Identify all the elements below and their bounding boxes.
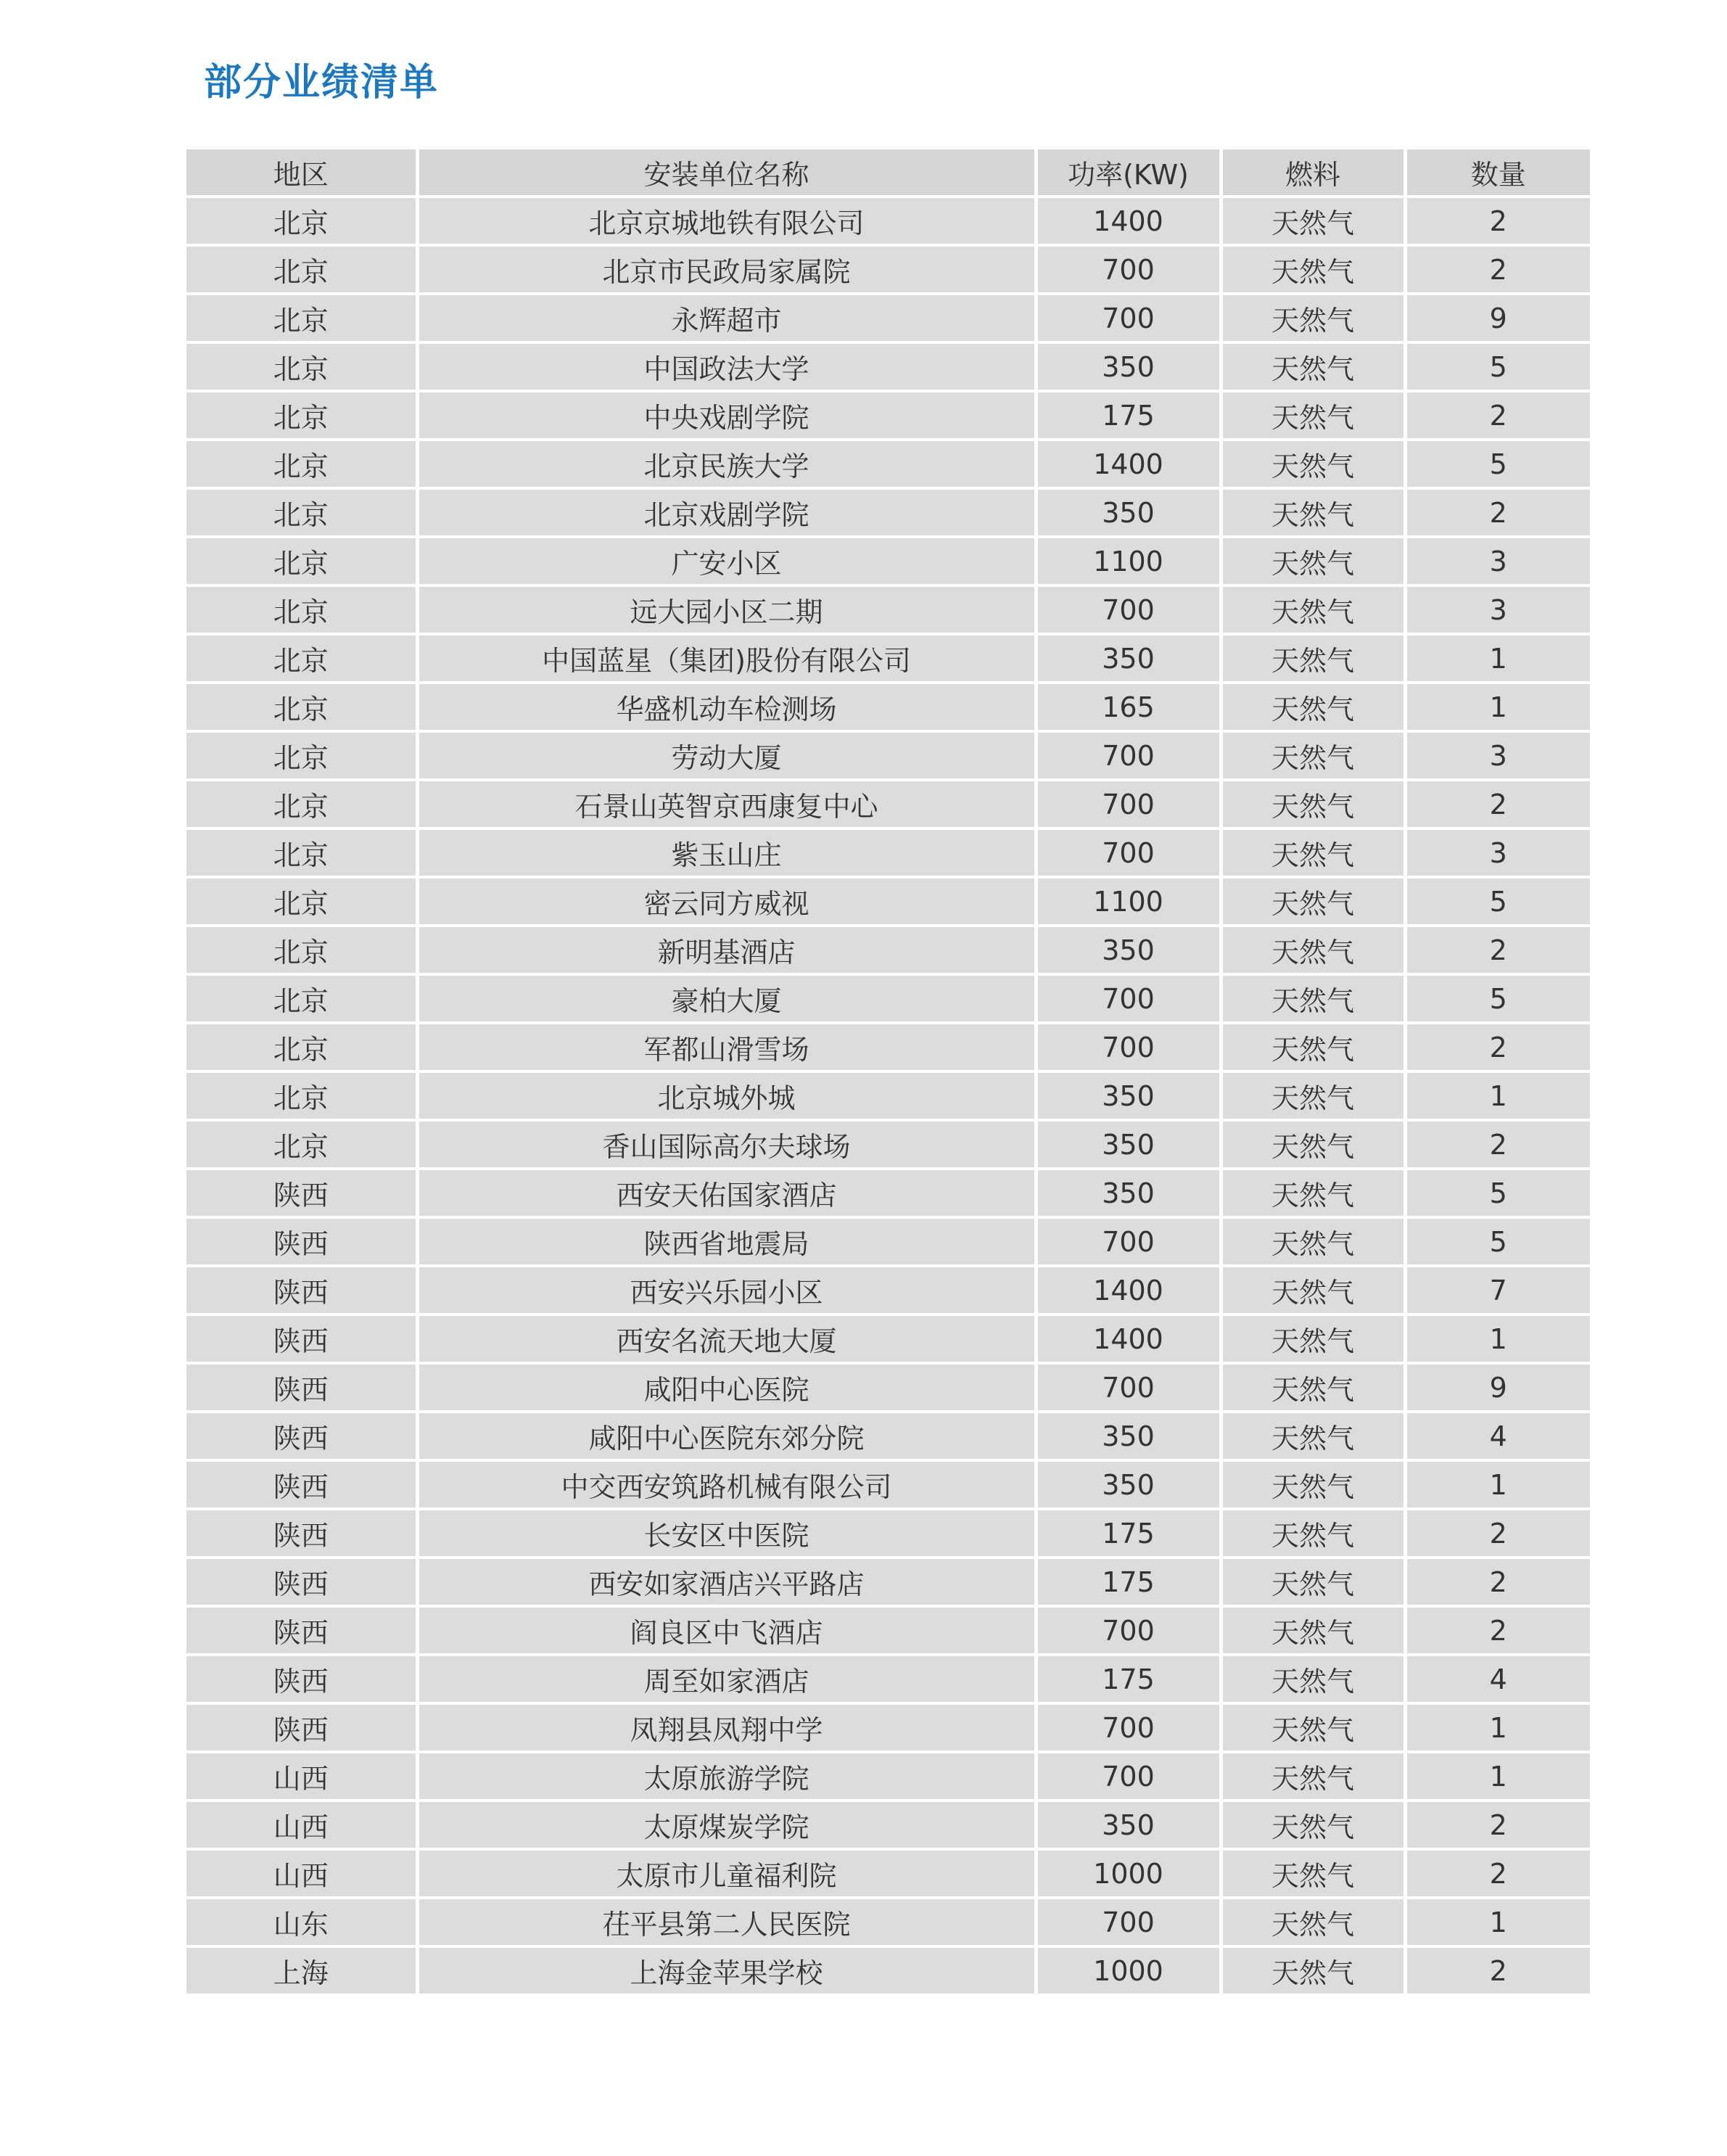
cell-unit-name: 远大园小区二期: [417, 585, 1036, 634]
table-row: [186, 342, 1590, 391]
cell-unit-name: 咸阳中心医院东郊分院: [417, 1412, 1036, 1460]
cell-quantity: 5: [1405, 1169, 1590, 1217]
cell-unit-name: 紫玉山庄: [417, 828, 1036, 877]
cell-unit-name: 西安兴乐园小区: [417, 1266, 1036, 1314]
cell-power: 700: [1036, 1752, 1221, 1801]
cell-unit-name: 北京市民政局家属院: [417, 245, 1036, 294]
cell-unit-name: 华盛机动车检测场: [417, 683, 1036, 731]
table-row: [186, 1752, 1590, 1801]
cell-power: 1000: [1036, 1946, 1221, 1995]
cell-power: 1100: [1036, 877, 1221, 926]
page-title: 部分业绩清单: [204, 61, 440, 104]
cell-power: 350: [1036, 488, 1221, 537]
cell-region: 北京: [186, 974, 417, 1023]
cell-quantity: 2: [1405, 1558, 1590, 1606]
cell-quantity: 1: [1405, 683, 1590, 731]
performance-table: [186, 149, 1590, 1996]
cell-power: 175: [1036, 391, 1221, 440]
cell-quantity: 2: [1405, 1606, 1590, 1655]
table-row: [186, 926, 1590, 974]
table-row: [186, 1606, 1590, 1655]
column-header-fuel: 燃料: [1221, 149, 1405, 197]
cell-fuel: 天然气: [1221, 828, 1405, 877]
cell-quantity: 1: [1405, 1314, 1590, 1363]
cell-region: 陕西: [186, 1169, 417, 1217]
cell-quantity: 2: [1405, 1509, 1590, 1558]
cell-region: 陕西: [186, 1703, 417, 1752]
cell-unit-name: 豪柏大厦: [417, 974, 1036, 1023]
table-body: [186, 197, 1590, 1995]
cell-fuel: 天然气: [1221, 197, 1405, 245]
cell-region: 陕西: [186, 1558, 417, 1606]
cell-quantity: 4: [1405, 1412, 1590, 1460]
table-row: [186, 1946, 1590, 1995]
cell-fuel: 天然气: [1221, 1703, 1405, 1752]
cell-unit-name: 太原旅游学院: [417, 1752, 1036, 1801]
cell-region: 北京: [186, 683, 417, 731]
cell-region: 陕西: [186, 1460, 417, 1509]
cell-region: 陕西: [186, 1266, 417, 1314]
cell-region: 陕西: [186, 1363, 417, 1412]
cell-quantity: 5: [1405, 877, 1590, 926]
cell-fuel: 天然气: [1221, 1071, 1405, 1120]
cell-power: 350: [1036, 634, 1221, 683]
table-row: [186, 245, 1590, 294]
cell-unit-name: 香山国际高尔夫球场: [417, 1120, 1036, 1169]
cell-power: 1400: [1036, 1314, 1221, 1363]
cell-quantity: 2: [1405, 1120, 1590, 1169]
table-row: [186, 1314, 1590, 1363]
cell-region: 北京: [186, 391, 417, 440]
cell-region: 北京: [186, 731, 417, 780]
cell-power: 700: [1036, 585, 1221, 634]
table-header-row: [186, 149, 1590, 197]
cell-power: 700: [1036, 828, 1221, 877]
cell-unit-name: 永辉超市: [417, 294, 1036, 342]
cell-unit-name: 中央戏剧学院: [417, 391, 1036, 440]
cell-fuel: 天然气: [1221, 877, 1405, 926]
cell-fuel: 天然气: [1221, 974, 1405, 1023]
cell-unit-name: 北京民族大学: [417, 440, 1036, 488]
cell-fuel: 天然气: [1221, 1460, 1405, 1509]
cell-region: 北京: [186, 294, 417, 342]
table-row: [186, 1169, 1590, 1217]
cell-power: 700: [1036, 974, 1221, 1023]
cell-power: 700: [1036, 1363, 1221, 1412]
table-row: [186, 1509, 1590, 1558]
cell-power: 1400: [1036, 440, 1221, 488]
cell-power: 350: [1036, 1801, 1221, 1849]
cell-fuel: 天然气: [1221, 1023, 1405, 1071]
cell-unit-name: 陕西省地震局: [417, 1217, 1036, 1266]
cell-quantity: 1: [1405, 1071, 1590, 1120]
cell-power: 175: [1036, 1509, 1221, 1558]
cell-region: 北京: [186, 828, 417, 877]
cell-fuel: 天然气: [1221, 585, 1405, 634]
cell-power: 700: [1036, 1703, 1221, 1752]
cell-region: 北京: [186, 197, 417, 245]
cell-quantity: 7: [1405, 1266, 1590, 1314]
cell-power: 700: [1036, 731, 1221, 780]
cell-fuel: 天然气: [1221, 634, 1405, 683]
performance-table-container: [186, 149, 1590, 1996]
cell-unit-name: 北京城外城: [417, 1071, 1036, 1120]
cell-power: 350: [1036, 342, 1221, 391]
cell-power: 350: [1036, 1169, 1221, 1217]
table-row: [186, 197, 1590, 245]
cell-fuel: 天然气: [1221, 1314, 1405, 1363]
cell-power: 175: [1036, 1655, 1221, 1703]
cell-power: 700: [1036, 1898, 1221, 1946]
cell-unit-name: 中交西安筑路机械有限公司: [417, 1460, 1036, 1509]
cell-power: 350: [1036, 1460, 1221, 1509]
table-row: [186, 1071, 1590, 1120]
table-row: [186, 634, 1590, 683]
table-row: [186, 294, 1590, 342]
table-row: [186, 731, 1590, 780]
cell-quantity: 2: [1405, 1946, 1590, 1995]
cell-region: 陕西: [186, 1412, 417, 1460]
cell-region: 北京: [186, 877, 417, 926]
table-row: [186, 440, 1590, 488]
cell-region: 北京: [186, 245, 417, 294]
cell-power: 350: [1036, 1412, 1221, 1460]
cell-power: 700: [1036, 780, 1221, 828]
cell-quantity: 2: [1405, 197, 1590, 245]
cell-unit-name: 太原市儿童福利院: [417, 1849, 1036, 1898]
cell-fuel: 天然气: [1221, 780, 1405, 828]
cell-quantity: 5: [1405, 1217, 1590, 1266]
cell-region: 山西: [186, 1849, 417, 1898]
cell-quantity: 1: [1405, 1898, 1590, 1946]
cell-fuel: 天然气: [1221, 1849, 1405, 1898]
cell-region: 北京: [186, 780, 417, 828]
cell-region: 上海: [186, 1946, 417, 1995]
cell-region: 北京: [186, 488, 417, 537]
cell-fuel: 天然气: [1221, 731, 1405, 780]
table-row: [186, 1558, 1590, 1606]
cell-quantity: 1: [1405, 634, 1590, 683]
cell-power: 1400: [1036, 197, 1221, 245]
table-row: [186, 1412, 1590, 1460]
cell-unit-name: 周至如家酒店: [417, 1655, 1036, 1703]
cell-region: 北京: [186, 1023, 417, 1071]
cell-unit-name: 凤翔县凤翔中学: [417, 1703, 1036, 1752]
cell-region: 北京: [186, 1120, 417, 1169]
cell-fuel: 天然气: [1221, 1412, 1405, 1460]
table-row: [186, 974, 1590, 1023]
cell-quantity: 2: [1405, 391, 1590, 440]
cell-quantity: 2: [1405, 780, 1590, 828]
cell-power: 350: [1036, 926, 1221, 974]
cell-fuel: 天然气: [1221, 294, 1405, 342]
cell-unit-name: 阎良区中飞酒店: [417, 1606, 1036, 1655]
cell-region: 北京: [186, 1071, 417, 1120]
table-row: [186, 1023, 1590, 1071]
cell-region: 陕西: [186, 1655, 417, 1703]
cell-quantity: 9: [1405, 1363, 1590, 1412]
cell-fuel: 天然气: [1221, 1606, 1405, 1655]
cell-fuel: 天然气: [1221, 1509, 1405, 1558]
table-row: [186, 1363, 1590, 1412]
cell-region: 山西: [186, 1752, 417, 1801]
table-row: [186, 828, 1590, 877]
cell-quantity: 2: [1405, 1801, 1590, 1849]
cell-unit-name: 太原煤炭学院: [417, 1801, 1036, 1849]
cell-quantity: 1: [1405, 1703, 1590, 1752]
cell-fuel: 天然气: [1221, 488, 1405, 537]
cell-fuel: 天然气: [1221, 1801, 1405, 1849]
cell-power: 350: [1036, 1120, 1221, 1169]
cell-fuel: 天然气: [1221, 1655, 1405, 1703]
cell-fuel: 天然气: [1221, 1169, 1405, 1217]
cell-power: 1100: [1036, 537, 1221, 585]
cell-fuel: 天然气: [1221, 537, 1405, 585]
cell-quantity: 3: [1405, 585, 1590, 634]
cell-quantity: 3: [1405, 731, 1590, 780]
cell-unit-name: 北京京城地铁有限公司: [417, 197, 1036, 245]
cell-fuel: 天然气: [1221, 1558, 1405, 1606]
cell-fuel: 天然气: [1221, 1363, 1405, 1412]
cell-quantity: 1: [1405, 1460, 1590, 1509]
cell-quantity: 2: [1405, 1023, 1590, 1071]
cell-unit-name: 密云同方威视: [417, 877, 1036, 926]
cell-region: 北京: [186, 634, 417, 683]
cell-power: 700: [1036, 294, 1221, 342]
cell-unit-name: 西安天佑国家酒店: [417, 1169, 1036, 1217]
table-row: [186, 488, 1590, 537]
cell-region: 北京: [186, 926, 417, 974]
table-row: [186, 1849, 1590, 1898]
cell-power: 1000: [1036, 1849, 1221, 1898]
cell-quantity: 4: [1405, 1655, 1590, 1703]
table-row: [186, 537, 1590, 585]
cell-unit-name: 中国蓝星（集团)股份有限公司: [417, 634, 1036, 683]
cell-region: 北京: [186, 537, 417, 585]
cell-unit-name: 广安小区: [417, 537, 1036, 585]
cell-unit-name: 西安如家酒店兴平路店: [417, 1558, 1036, 1606]
cell-quantity: 2: [1405, 1849, 1590, 1898]
column-header-quantity: 数量: [1405, 149, 1590, 197]
cell-unit-name: 上海金苹果学校: [417, 1946, 1036, 1995]
cell-quantity: 5: [1405, 974, 1590, 1023]
cell-region: 陕西: [186, 1606, 417, 1655]
cell-region: 山西: [186, 1801, 417, 1849]
table-row: [186, 1217, 1590, 1266]
cell-power: 700: [1036, 1606, 1221, 1655]
cell-quantity: 9: [1405, 294, 1590, 342]
table-row: [186, 1703, 1590, 1752]
cell-unit-name: 劳动大厦: [417, 731, 1036, 780]
table-row: [186, 877, 1590, 926]
cell-fuel: 天然气: [1221, 440, 1405, 488]
cell-fuel: 天然气: [1221, 926, 1405, 974]
cell-fuel: 天然气: [1221, 1946, 1405, 1995]
cell-unit-name: 长安区中医院: [417, 1509, 1036, 1558]
cell-fuel: 天然气: [1221, 1120, 1405, 1169]
column-header-region: 地区: [186, 149, 417, 197]
cell-unit-name: 咸阳中心医院: [417, 1363, 1036, 1412]
cell-region: 陕西: [186, 1217, 417, 1266]
table-row: [186, 780, 1590, 828]
cell-power: 700: [1036, 1023, 1221, 1071]
cell-unit-name: 军都山滑雪场: [417, 1023, 1036, 1071]
cell-quantity: 5: [1405, 440, 1590, 488]
cell-region: 北京: [186, 342, 417, 391]
cell-power: 175: [1036, 1558, 1221, 1606]
cell-unit-name: 新明基酒店: [417, 926, 1036, 974]
cell-fuel: 天然气: [1221, 1752, 1405, 1801]
cell-unit-name: 石景山英智京西康复中心: [417, 780, 1036, 828]
cell-quantity: 3: [1405, 828, 1590, 877]
table-row: [186, 1898, 1590, 1946]
table-row: [186, 1120, 1590, 1169]
cell-quantity: 2: [1405, 926, 1590, 974]
cell-region: 陕西: [186, 1314, 417, 1363]
cell-region: 山东: [186, 1898, 417, 1946]
cell-fuel: 天然气: [1221, 1266, 1405, 1314]
cell-fuel: 天然气: [1221, 1217, 1405, 1266]
cell-unit-name: 茌平县第二人民医院: [417, 1898, 1036, 1946]
cell-unit-name: 中国政法大学: [417, 342, 1036, 391]
cell-fuel: 天然气: [1221, 683, 1405, 731]
cell-region: 北京: [186, 440, 417, 488]
cell-power: 700: [1036, 1217, 1221, 1266]
cell-quantity: 2: [1405, 488, 1590, 537]
cell-fuel: 天然气: [1221, 391, 1405, 440]
cell-power: 350: [1036, 1071, 1221, 1120]
cell-quantity: 2: [1405, 245, 1590, 294]
cell-region: 陕西: [186, 1509, 417, 1558]
cell-region: 北京: [186, 585, 417, 634]
cell-quantity: 1: [1405, 1752, 1590, 1801]
table-row: [186, 683, 1590, 731]
cell-unit-name: 北京戏剧学院: [417, 488, 1036, 537]
column-header-unit-name: 安装单位名称: [417, 149, 1036, 197]
table-row: [186, 1266, 1590, 1314]
cell-power: 1400: [1036, 1266, 1221, 1314]
table-row: [186, 585, 1590, 634]
column-header-power: 功率(KW): [1036, 149, 1221, 197]
table-row: [186, 1801, 1590, 1849]
table-row: [186, 391, 1590, 440]
cell-fuel: 天然气: [1221, 1898, 1405, 1946]
cell-fuel: 天然气: [1221, 342, 1405, 391]
cell-fuel: 天然气: [1221, 245, 1405, 294]
table-row: [186, 1655, 1590, 1703]
cell-quantity: 5: [1405, 342, 1590, 391]
cell-quantity: 3: [1405, 537, 1590, 585]
cell-unit-name: 西安名流天地大厦: [417, 1314, 1036, 1363]
cell-power: 165: [1036, 683, 1221, 731]
cell-power: 700: [1036, 245, 1221, 294]
table-row: [186, 1460, 1590, 1509]
